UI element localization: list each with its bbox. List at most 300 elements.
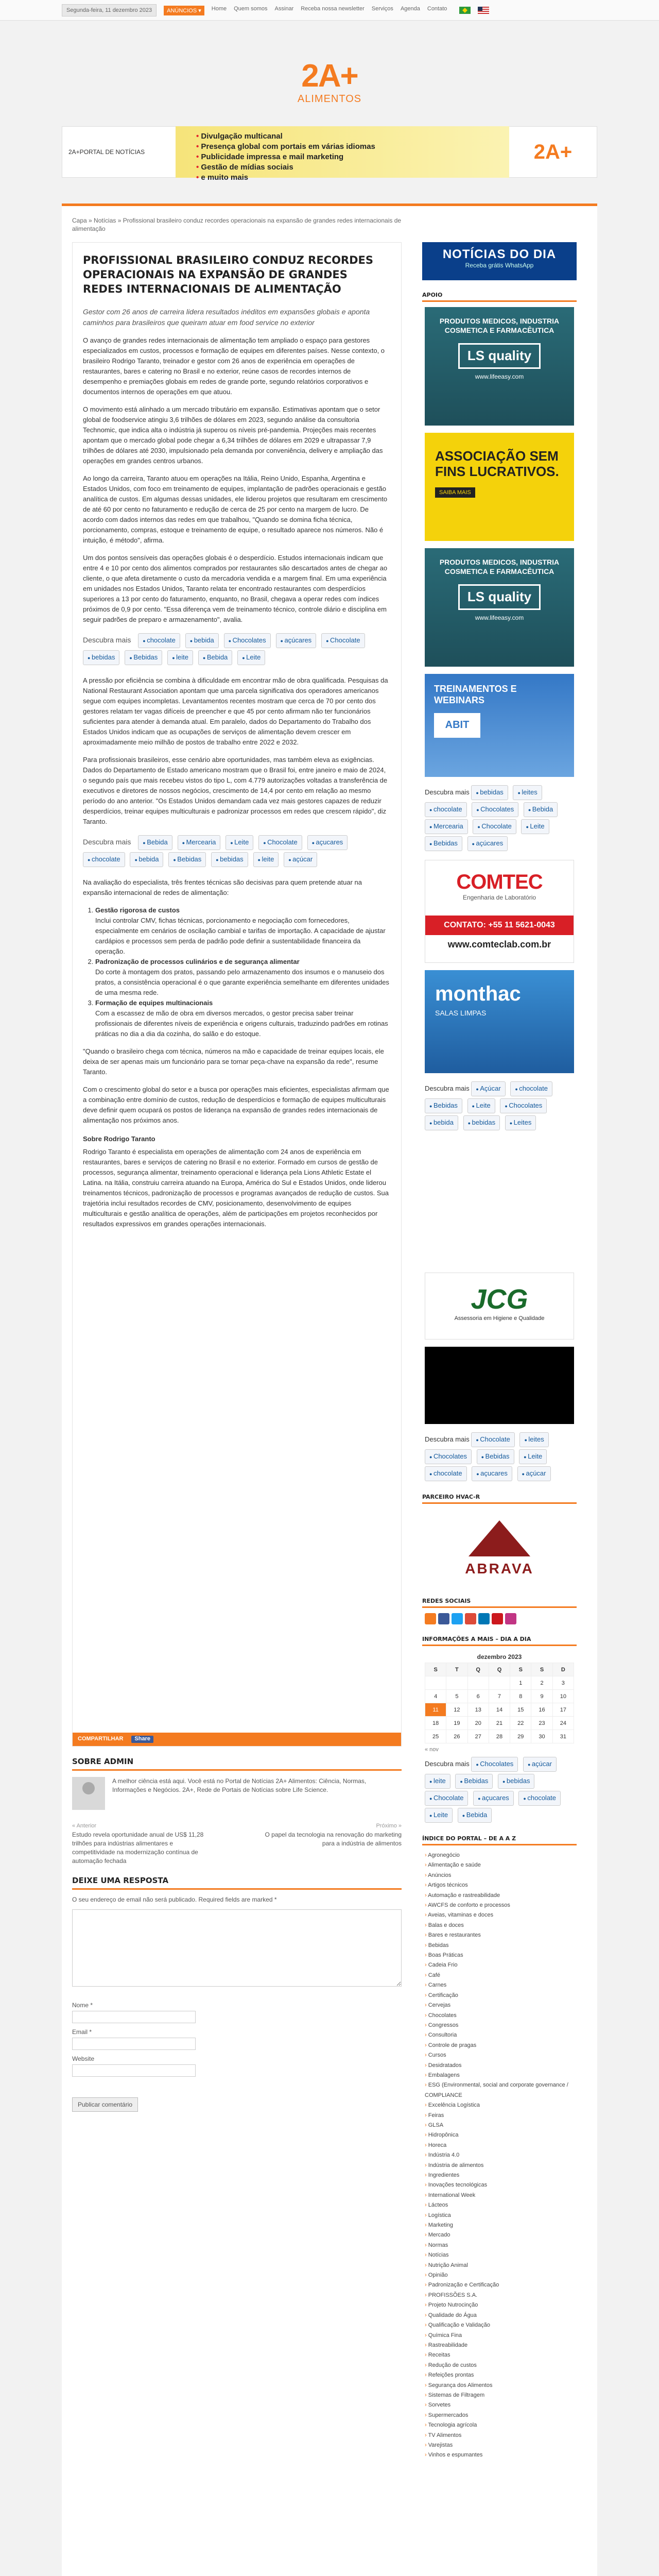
index-item[interactable]: › Controle de pragas bbox=[425, 2041, 577, 2050]
index-title: ÍNDICE DO PORTAL – DE A A Z bbox=[422, 1835, 577, 1845]
calendar-day[interactable]: 12 bbox=[446, 1703, 467, 1717]
calendar-day[interactable]: 6 bbox=[467, 1690, 489, 1703]
index-item[interactable]: › TV Alimentos bbox=[425, 2431, 577, 2441]
tag-link[interactable]: ● Leite bbox=[521, 819, 549, 834]
sidebar-discover-more bbox=[422, 784, 577, 852]
tag-link[interactable]: ● leite bbox=[253, 852, 279, 867]
tag-link[interactable]: ● Bebida bbox=[138, 835, 172, 850]
calendar-day bbox=[446, 1676, 467, 1690]
post-navigation bbox=[72, 1821, 402, 1866]
top-nav bbox=[164, 6, 447, 15]
comment-form bbox=[72, 1896, 402, 2112]
calendar-caption: dezembro 2023 bbox=[477, 1653, 522, 1660]
index-item[interactable]: › Notícias bbox=[425, 2250, 577, 2260]
ad-sub: Assessoria em Higiene e Qualidade bbox=[454, 1315, 545, 1321]
ad-logo: ABIT bbox=[434, 713, 480, 738]
calendar-weekday: S bbox=[425, 1663, 446, 1676]
sidebar-discover-more bbox=[422, 1756, 577, 1824]
tag-link[interactable]: ● Bebida bbox=[458, 1808, 492, 1823]
calendar-day[interactable]: 9 bbox=[531, 1690, 552, 1703]
banner-item: • Gestão de mídias sociais bbox=[196, 162, 509, 173]
site-logo[interactable] bbox=[281, 59, 378, 116]
ad-logo: LS quality bbox=[458, 584, 541, 610]
calendar-day[interactable]: 27 bbox=[467, 1730, 489, 1743]
abrava-ad[interactable] bbox=[425, 1509, 574, 1586]
avatar bbox=[72, 1777, 105, 1810]
tag-link[interactable]: ● bebida bbox=[130, 852, 163, 867]
nav-item-anuncios[interactable]: ANÚNCIOS ▾ bbox=[164, 6, 204, 15]
index-item[interactable]: › Chocolates bbox=[425, 2011, 577, 2021]
index-item[interactable]: › Agronegócio bbox=[425, 1851, 577, 1860]
calendar-weekday: T bbox=[446, 1663, 467, 1676]
tag-link[interactable]: ● bebida bbox=[185, 633, 219, 648]
instagram-icon[interactable] bbox=[505, 1613, 516, 1624]
calendar-day[interactable]: 19 bbox=[446, 1717, 467, 1730]
nav-item-contato[interactable]: Contato bbox=[427, 5, 447, 12]
tag-link[interactable]: ● leites bbox=[519, 1432, 548, 1447]
email-label: Email * bbox=[72, 2028, 92, 2036]
tag-link[interactable]: ● Bebida bbox=[524, 802, 558, 817]
list-item bbox=[95, 957, 391, 998]
facebook-share-button[interactable]: Share bbox=[131, 1736, 153, 1743]
calendar-day[interactable]: 30 bbox=[531, 1730, 552, 1743]
calendar-day[interactable]: 28 bbox=[489, 1730, 510, 1743]
index-item[interactable]: › Cursos bbox=[425, 2050, 577, 2060]
prev-title: Estudo revela oportunidade anual de US$ 11,28 trilhões para indústrias alimentares e competitividade na modernização contínua de automação fechada bbox=[72, 1831, 204, 1865]
article-paragraph: Para profissionais brasileiros, esse cenário abre oportunidades, mas também eleva as exigências. Dados do Departamento de Estado americano mostram que o Brasil foi, entre janeiro e maio de 2024, o segundo país que mais recebeu vistos do tipo L, com 4.779 autorizações voltadas a transferência de executivos e diretores de nossos negócios, crescimento de 14,4 por cento em relação ao mesmo período do ano anterior. "Os Estados Unidos demandam cada vez mais gestores capazes de reduzir desperdícios, treinar equipes multiculturais e padronizar processos em redes que crescem rápido", diz Taranto. bbox=[83, 756, 388, 825]
tag-link[interactable]: ● açucares bbox=[473, 1791, 514, 1806]
tag-link[interactable]: ● leite bbox=[167, 650, 193, 665]
next-label: Próximo » bbox=[376, 1823, 402, 1829]
tag-link[interactable]: ● chocolate bbox=[425, 1466, 467, 1481]
index-item[interactable]: › Carnes bbox=[425, 1980, 577, 1990]
index-item[interactable]: › Aveias, vitaminas e doces bbox=[425, 1910, 577, 1920]
comment-note: O seu endereço de email não será publicado. Required fields are marked * bbox=[72, 1896, 277, 1903]
tag-link[interactable]: ● Leites bbox=[505, 1115, 536, 1130]
tag-link[interactable]: ● Mercearia bbox=[178, 835, 221, 850]
discover-more-box bbox=[83, 834, 391, 868]
tag-link[interactable]: ● Chocolate bbox=[473, 819, 516, 834]
index-item[interactable]: › Indústria 4.0 bbox=[425, 2150, 577, 2160]
ad-text: ASSOCIAÇÃO SEM FINS LUCRATIVOS. bbox=[435, 448, 559, 479]
index-item[interactable]: › Hidropônica bbox=[425, 2130, 577, 2140]
calendar-day[interactable]: 10 bbox=[552, 1690, 574, 1703]
ad-text: PRODUTOS MEDICOS, INDUSTRIA COSMETICA E FARMACÊUTICA bbox=[439, 558, 560, 575]
banner-item: • Presença global com portais em várias idiomas bbox=[196, 142, 509, 152]
tag-link[interactable]: ● chocolate bbox=[138, 633, 180, 648]
tag-link[interactable]: ● açucares bbox=[307, 835, 348, 850]
calendar-weekday: S bbox=[531, 1663, 552, 1676]
tag-link[interactable]: ● bebidas bbox=[463, 1115, 500, 1130]
calendar-day[interactable]: 11 bbox=[425, 1703, 446, 1717]
tag-link[interactable]: ● Açúcar bbox=[471, 1081, 505, 1096]
index-item[interactable]: › Rastreabilidade bbox=[425, 2341, 577, 2350]
tag-link[interactable]: ● Chocolates bbox=[472, 802, 518, 817]
index-item[interactable]: › Sorvetes bbox=[425, 2400, 577, 2410]
banner-left-text: 2A+PORTAL DE NOTÍCIAS bbox=[68, 148, 145, 156]
calendar-day[interactable]: 29 bbox=[510, 1730, 531, 1743]
name-label: Nome * bbox=[72, 2002, 93, 2009]
ad-url: www.lifeeasy.com bbox=[475, 614, 524, 621]
index-item[interactable]: › Cadeia Frio bbox=[425, 1960, 577, 1970]
index-item[interactable]: › Congressos bbox=[425, 2021, 577, 2030]
comment-title: DEIXE UMA RESPOSTA bbox=[72, 1876, 402, 1890]
ad-text: PRODUTOS MEDICOS, INDUSTRIA COSMETICA E FARMACÊUTICA bbox=[439, 317, 560, 334]
ad-cta: SAIBA MAIS bbox=[435, 487, 475, 498]
article-paragraph: Na avaliação do especialista, três frentes técnicas são decisivas para quem pretende atuar na expansão internacional de redes de alimentação: bbox=[83, 878, 362, 896]
article-title: PROFISSIONAL BRASILEIRO CONDUZ RECORDES OPERACIONAIS NA EXPANSÃO DE GRANDES REDES INTERNACIONAIS DE ALIMENTAÇÃO bbox=[83, 254, 374, 295]
banner-list bbox=[176, 126, 509, 182]
index-item[interactable]: › Vinhos e espumantes bbox=[425, 2450, 577, 2460]
tag-link[interactable]: ● açúcar bbox=[517, 1466, 551, 1481]
banner-item: • Publicidade impressa e mail marketing bbox=[196, 152, 509, 162]
calendar-day[interactable]: 1 bbox=[510, 1676, 531, 1690]
tag-link[interactable]: ● Chocolates bbox=[471, 1757, 518, 1772]
index-item[interactable]: › Opinião bbox=[425, 2270, 577, 2280]
website-input[interactable] bbox=[72, 2064, 196, 2077]
tag-link[interactable]: ● chocolate bbox=[83, 852, 125, 867]
current-date: Segunda-feira, 11 dezembro 2023 bbox=[62, 4, 157, 16]
tag-link[interactable]: ● Leite bbox=[467, 1098, 495, 1113]
calendar-day[interactable]: 26 bbox=[446, 1730, 467, 1743]
apoio-title: APOIO bbox=[422, 292, 577, 302]
article bbox=[72, 242, 402, 1747]
article-lead: Gestor com 26 anos de carreira lidera resultados inéditos em expansões globais e aponta caminhos para brasileiros que queiram atuar em food service no exterior bbox=[83, 308, 370, 327]
tag-link[interactable]: ● Leite bbox=[425, 1808, 453, 1823]
article-paragraph: O movimento está alinhado a um mercado tributário em expansão. Estimativas apontam que o setor global de foodservice atingiu 3,6 trilhões de dólares em 2023, segundo análise da consultoria Technomic, que indica alta o indústria já superou os níveis pré-pandemia. Projeções mais recentes apontam que o mercado global pode chegar a 6,34 trilhões de dólares em 2029 e ultrapassar 7,9 trilhões de dólares até 2030, impulsionado pela demanda por conveniência, delivery e ampliação das operações em grandes centros urbanos. bbox=[83, 405, 383, 465]
tag-link[interactable]: ● chocolate bbox=[425, 802, 467, 817]
list-item-title: 3. Formação de equipes multinacionais bbox=[95, 999, 213, 1007]
index-item[interactable]: › Bebidas bbox=[425, 1941, 577, 1951]
nav-item-quem-somos[interactable]: Quem somos bbox=[234, 5, 268, 12]
tag-link[interactable]: ● Chocolate bbox=[471, 1432, 514, 1447]
index-item[interactable]: › Certificação bbox=[425, 1991, 577, 2001]
monthac-ad[interactable] bbox=[425, 970, 574, 1073]
index-item[interactable]: › AWCFS de conforto e processos bbox=[425, 1901, 577, 1910]
calendar-day[interactable]: 8 bbox=[510, 1690, 531, 1703]
discover-more-label: Descubra mais bbox=[425, 1435, 470, 1443]
tag-link[interactable]: ● Chocolates bbox=[224, 633, 271, 648]
comment-textarea[interactable] bbox=[72, 1909, 402, 1987]
index-item[interactable]: › Normas bbox=[425, 2241, 577, 2250]
about-heading: Sobre Rodrigo Taranto bbox=[83, 1135, 155, 1143]
facebook-icon[interactable] bbox=[438, 1613, 449, 1624]
website-label: Website bbox=[72, 2055, 95, 2062]
article-paragraph: A pressão por eficiência se combina à dificuldade em encontrar mão de obra qualificada. Pesquisas da National Restaurant Association apontam que uma parcela significativa dos operadores americanos segue com equipes incompletas. Levantamentos recentes mostram que cerca de 70 por cento dos gestores relatam ter vagas difíceis de preencher e que 45 por cento afirmam não ter funcionários suficientes para atender à demanda atual. Em paralelo, dados do Departamento do Trabalho dos Estados Unidos indicam que as ocupações de serviços de alimentação devem crescer em aproximadamente meio milhão de postos de trabalho entre 2022 e 2032. bbox=[83, 676, 388, 746]
tag-link[interactable]: ● Mercearia bbox=[425, 819, 468, 834]
list-item-title: 2. Padronização de processos culinários e de segurança alimentar bbox=[95, 958, 300, 965]
index-item[interactable]: › Qualidade do Água bbox=[425, 2311, 577, 2320]
tag-link[interactable]: ● Leite bbox=[237, 650, 265, 665]
index-item[interactable]: › Automação e rastreabilidade bbox=[425, 1891, 577, 1901]
calendar-day[interactable]: 16 bbox=[531, 1703, 552, 1717]
breadcrumb[interactable]: Capa » Notícias » Profissional brasileiro conduz recordes operacionais na expansão de grandes redes internacionais de alimentação bbox=[72, 217, 402, 232]
nav-item-servicos[interactable]: Serviços bbox=[371, 5, 393, 12]
index-list bbox=[422, 1851, 577, 2461]
index-item[interactable]: › Receitas bbox=[425, 2350, 577, 2360]
sidebar-discover-more bbox=[422, 1080, 577, 1131]
social-icons bbox=[422, 1613, 577, 1624]
google-plus-icon[interactable] bbox=[465, 1613, 476, 1624]
jcg-ad[interactable] bbox=[425, 1273, 574, 1340]
tag-link[interactable]: ● Bebidas bbox=[125, 650, 162, 665]
index-item[interactable]: › PROFISSÕES S.A. bbox=[425, 2291, 577, 2300]
ad-text: TREINAMENTOS E WEBINARS bbox=[434, 684, 517, 705]
tag-link[interactable]: ● leite bbox=[425, 1774, 450, 1789]
header bbox=[0, 21, 659, 124]
index-item[interactable]: › Horeca bbox=[425, 2141, 577, 2150]
index-item[interactable]: › ESG (Environmental, social and corporate governance / COMPLIANCE bbox=[425, 2080, 577, 2100]
ad-logo: LS quality bbox=[458, 343, 541, 369]
tag-link[interactable]: ● bebidas bbox=[471, 785, 508, 800]
article-paragraph: "Quando o brasileiro chega com técnica, números na mão e capacidade de treinar equipes locais, ele deixa de ser apenas mais um funcionário para se tornar peça-chave na expansão da rede", resume Taranto. bbox=[83, 1047, 384, 1076]
index-item[interactable]: › Sistemas de Filtragem bbox=[425, 2391, 577, 2400]
calendar-day[interactable]: 15 bbox=[510, 1703, 531, 1717]
article-paragraph: O avanço de grandes redes internacionais de alimentação tem ampliado o espaço para gestores especializados em custos, processos e formação de equipes em diferentes países. Nesse contexto, o brasileiro Rodrigo Taranto, treinador e gestor com 26 anos de experiência em operações de restaurantes, bares e catering no Brasil e no exterior, reúne casos de recordes internos de desempenho e premiações globais em redes de grande porte, segundo relatórios corporativos e documentos internos de operações em que atuou. bbox=[83, 336, 385, 396]
banner-logo: 2A+ bbox=[533, 140, 573, 163]
article-paragraph: Com o crescimento global do setor e a busca por operações mais eficientes, especialistas afirmam que a combinação entre domínio de custos, redução de desperdícios e formação de equipes multiculturais deve definir quem ocupará os postos de liderança na expansão de grandes redes internacionais de alimentação nos próximos anos. bbox=[83, 1086, 389, 1124]
index-item[interactable]: › Ingredientes bbox=[425, 2171, 577, 2180]
calendar-day[interactable]: 13 bbox=[467, 1703, 489, 1717]
index-item[interactable]: › Embalagens bbox=[425, 2071, 577, 2080]
tag-link[interactable]: ● bebidas bbox=[211, 852, 248, 867]
calendar-day[interactable]: 17 bbox=[552, 1703, 574, 1717]
list-item-title: 1. Gestão rigorosa de custos bbox=[95, 906, 180, 914]
index-item[interactable]: › Cervejas bbox=[425, 2001, 577, 2010]
brazil-flag-icon[interactable] bbox=[459, 7, 471, 14]
index-item[interactable]: › Alimentação e saúde bbox=[425, 1860, 577, 1870]
treinamentos-ad[interactable] bbox=[425, 674, 574, 777]
index-item[interactable]: › Projeto Nutrocinção bbox=[425, 2300, 577, 2310]
tag-link[interactable]: ● bebidas bbox=[498, 1774, 534, 1789]
ad-sub: SALAS LIMPAS bbox=[435, 1009, 487, 1017]
tag-link[interactable]: ● chocolate bbox=[510, 1081, 552, 1096]
index-item[interactable]: › Qualificação e Validação bbox=[425, 2320, 577, 2330]
news-of-day-title: NOTÍCIAS DO DIA bbox=[442, 247, 557, 261]
calendar-weekday: Q bbox=[489, 1663, 510, 1676]
calendar-weekday: S bbox=[510, 1663, 531, 1676]
tag-link[interactable]: ● Bebidas bbox=[455, 1774, 493, 1789]
ad-logo: JCG bbox=[471, 1284, 528, 1315]
prev-post-link[interactable] bbox=[72, 1821, 216, 1866]
tag-link[interactable]: ● Leite bbox=[226, 835, 253, 850]
tag-link[interactable]: ● Leite bbox=[519, 1449, 547, 1464]
index-item[interactable]: › Café bbox=[425, 1971, 577, 1980]
nav-item-home[interactable]: Home bbox=[211, 5, 227, 12]
prev-label: « Anterior bbox=[72, 1823, 97, 1829]
ad-sub: Engenharia de Laboratório bbox=[462, 894, 536, 901]
list-item bbox=[95, 998, 391, 1039]
index-item[interactable]: › Refeições prontas bbox=[425, 2370, 577, 2380]
top-bar bbox=[0, 0, 659, 21]
index-item[interactable]: › Balas e doces bbox=[425, 1921, 577, 1930]
author-title: SOBRE ADMIN bbox=[72, 1757, 402, 1771]
list-item-desc: Do corte à montagem dos pratos, passando pelo armazenamento dos insumos e o manuseio dos pratos, a consistência operacional é o que garante experiência semelhante em diferentes unidades de uma mesma rede. bbox=[95, 968, 389, 996]
index-item[interactable]: › Redução de custos bbox=[425, 2361, 577, 2370]
tag-link[interactable]: ● açucares bbox=[472, 1466, 512, 1481]
redes-title: REDES SOCIAIS bbox=[422, 1598, 577, 1608]
tag-link[interactable]: ● Chocolate bbox=[425, 1791, 468, 1806]
index-item[interactable]: › International Week bbox=[425, 2191, 577, 2200]
ls-quality-ad[interactable] bbox=[425, 307, 574, 426]
discover-more-label: Descubra mais bbox=[425, 1760, 470, 1768]
index-item[interactable]: › Excelência Logística bbox=[425, 2100, 577, 2110]
associacao-ad[interactable] bbox=[425, 433, 574, 541]
abrava-logo-icon bbox=[469, 1520, 530, 1556]
calendar bbox=[425, 1651, 574, 1743]
dark-ad-slot[interactable] bbox=[425, 1347, 574, 1424]
tag-link[interactable]: ● açúcar bbox=[284, 852, 317, 867]
calendar-day[interactable]: 23 bbox=[531, 1717, 552, 1730]
logo-tagline: ALIMENTOS bbox=[297, 93, 362, 105]
ad-url: www.comteclab.com.br bbox=[447, 939, 551, 950]
calendar-day bbox=[489, 1676, 510, 1690]
tag-link[interactable]: ● Bebida bbox=[198, 650, 232, 665]
calendar-day bbox=[467, 1676, 489, 1690]
index-item[interactable]: › Segurança dos Alimentos bbox=[425, 2381, 577, 2391]
ad-phone: CONTATO: +55 11 5621-0043 bbox=[425, 916, 574, 935]
tag-link[interactable]: ● açúcares bbox=[467, 836, 508, 851]
logo-mark: 2A+ bbox=[301, 58, 358, 94]
calendar-day[interactable]: 18 bbox=[425, 1717, 446, 1730]
index-item[interactable]: › Logística bbox=[425, 2211, 577, 2221]
next-post-link[interactable] bbox=[257, 1821, 402, 1866]
share-bar bbox=[73, 1733, 401, 1746]
index-item[interactable]: › Bares e restaurantes bbox=[425, 1930, 577, 1940]
discover-more-label: Descubra mais bbox=[425, 788, 470, 796]
index-item[interactable]: › Desidratados bbox=[425, 2061, 577, 2071]
calendar-day[interactable]: 21 bbox=[489, 1717, 510, 1730]
index-item[interactable]: › Marketing bbox=[425, 2221, 577, 2230]
tag-link[interactable]: ● Bebidas bbox=[425, 1098, 462, 1113]
rss-icon[interactable] bbox=[425, 1613, 436, 1624]
index-item[interactable]: › Mercado bbox=[425, 2230, 577, 2240]
index-item[interactable]: › Boas Práticas bbox=[425, 1951, 577, 1960]
calendar-day[interactable]: 25 bbox=[425, 1730, 446, 1743]
nav-item-agenda[interactable]: Agenda bbox=[400, 5, 420, 12]
article-paragraph: Rodrigo Taranto é especialista em operações de alimentação com 24 anos de experiência em restaurantes, bares e serviços de catering no Brasil e no exterior. Formado em cursos de gestão de processos, segurança alimentar, treinamento operacional e liderança pela Lions Athletic Estate el Latina. na Itália, construiu carreira atuando na Europa, América do Sul e Estados Unidos, onde liderou treinamentos técnicos, padronização de processos e programas avançados de redução de custos. Sua trajetória inclui resultados recordes de CMV, posicionamento, desenvolvimento de equipes multiculturais e gestão analítica de operações, além de participações em projetos reconhecidos por resultados expressivos em grandes operações internacionais. bbox=[83, 1148, 389, 1228]
tag-link[interactable]: ● leites bbox=[513, 785, 542, 800]
index-item[interactable]: › Indústria de alimentos bbox=[425, 2161, 577, 2171]
discover-more-label: Descubra mais bbox=[425, 1084, 470, 1092]
ad-logo: COMTEC bbox=[456, 871, 543, 893]
usa-flag-icon[interactable] bbox=[478, 7, 489, 14]
calendar-day[interactable]: 7 bbox=[489, 1690, 510, 1703]
list-item-desc: Inclui controlar CMV, fichas técnicas, porcionamento e negociação com fornecedores, especialmente em cenários de oscilação cambial e tarifas de importação. A capacidade de ajustar cardápios e processos sem perda de padrão pode definir a sustentabilidade financeira da operação. bbox=[95, 917, 386, 955]
linkedin-icon[interactable] bbox=[478, 1613, 490, 1624]
nav-item-assinar[interactable]: Assinar bbox=[274, 5, 294, 12]
banner-item: • Divulgação multicanal bbox=[196, 131, 509, 142]
comtec-ad[interactable] bbox=[425, 860, 574, 963]
list-item-desc: Com a escassez de mão de obra em diversos mercados, o gestor precisa saber treinar profissionais de diferentes níveis de experiência e origens culturais, traduzindo padrões em rotinas práticas no dia a dia da cozinha, do salão e do estoque. bbox=[95, 1009, 388, 1038]
info-title: INFORMAÇÕES A MAIS – DIA A DIA bbox=[422, 1636, 577, 1646]
index-item[interactable]: › Consultoria bbox=[425, 2030, 577, 2040]
tag-link[interactable]: ● bebida bbox=[425, 1115, 458, 1130]
calendar-weekday: D bbox=[552, 1663, 574, 1676]
main-column bbox=[72, 242, 402, 2112]
ad-logo: monthac bbox=[435, 982, 521, 1005]
tag-link[interactable]: ● Chocolate bbox=[321, 633, 365, 648]
article-paragraph: Um dos pontos sensíveis das operações globais é o desperdício. Estudos internacionais indicam que entre 4 e 10 por cento dos alimentos comprados por restaurantes são descartados antes de chegar ao cliente, o que afeta diretamente o custo da mercadoria vendida e a margem final. Em uma experiência em unidades nos Estados Unidos, Taranto relata ter encontrado restaurantes com desperdícios superiores a 13 por cento do faturamento, enquanto, no Brasil, chegava a operar redes com índices próximos de 0,9 por cento. "Essa diferença vem de treinamento técnico, controle diário e disciplina em seguir padrões de preparo e armazenamento", avalia. bbox=[83, 554, 388, 623]
calendar-day[interactable]: 2 bbox=[531, 1676, 552, 1690]
calendar-day[interactable]: 31 bbox=[552, 1730, 574, 1743]
calendar-day[interactable]: 5 bbox=[446, 1690, 467, 1703]
tag-link[interactable]: ● Chocolate bbox=[258, 835, 302, 850]
next-title: O papel da tecnologia na renovação do marketing para a indústria de alimentos bbox=[265, 1831, 402, 1847]
index-item[interactable]: › Varejistas bbox=[425, 2441, 577, 2450]
tag-link[interactable]: ● Bebidas bbox=[168, 852, 206, 867]
sidebar bbox=[422, 242, 577, 2461]
discover-more-box bbox=[83, 632, 391, 666]
discover-more-label: Descubra mais bbox=[83, 838, 131, 846]
share-label: COMPARTILHAR bbox=[78, 1736, 124, 1742]
ad-url: www.lifeeasy.com bbox=[475, 373, 524, 380]
index-item[interactable]: › Anúncios bbox=[425, 1871, 577, 1880]
article-paragraph: Ao longo da carreira, Taranto atuou em operações na Itália, Reino Unido, Espanha, Argentina e Estados Unidos, com foco em treinamento de equipes, implantação de padrões operacionais e gestão analítica de custos. Em algumas dessas unidades, ele liderou projetos que resultaram em crescimento de até 60 por cento no faturamento e redução de cerca de 25 por cento na margem de lucro. De acordo com dados internos das redes em que trabalhou, "Quando se domina ficha técnica, porcionamento, compras, estoque e treinamento de equipe, o resultado aparece nos números. Não é intuição, é método", afirma. bbox=[83, 474, 388, 544]
index-item[interactable]: › Inovações tecnológicas bbox=[425, 2180, 577, 2190]
submit-comment-button[interactable]: Publicar comentário bbox=[72, 2097, 138, 2112]
news-of-day-banner[interactable] bbox=[422, 242, 577, 280]
discover-more-label: Descubra mais bbox=[83, 636, 131, 644]
ls-quality-ad[interactable] bbox=[425, 548, 574, 667]
list-item bbox=[95, 905, 391, 957]
index-item[interactable]: › Supermercados bbox=[425, 2411, 577, 2420]
nav-item-newsletter[interactable]: Receba nossa newsletter bbox=[301, 5, 365, 12]
calendar-day[interactable]: 22 bbox=[510, 1717, 531, 1730]
calendar-prev-link[interactable]: « nov bbox=[425, 1747, 439, 1753]
index-item[interactable]: › Artigos técnicos bbox=[425, 1880, 577, 1890]
calendar-day[interactable]: 24 bbox=[552, 1717, 574, 1730]
news-of-day-sub: Receba grátis WhatsApp bbox=[465, 262, 534, 269]
header-ad-banner[interactable] bbox=[62, 126, 597, 182]
author-bio: A melhor ciência está aqui. Você está no Portal de Notícias 2A+ Alimentos: Ciência, Normas, Informações e Negócios. 2A+, Rede de Portais de Notícias sobre Life Science. bbox=[112, 1777, 367, 1793]
article-list bbox=[95, 905, 391, 1039]
index-item[interactable]: › Feiras bbox=[425, 2111, 577, 2121]
tag-link[interactable]: ● Chocolates bbox=[425, 1449, 472, 1464]
index-item[interactable]: › GLSA bbox=[425, 2121, 577, 2130]
tag-link[interactable]: ● Bebidas bbox=[477, 1449, 514, 1464]
calendar-weekday: Q bbox=[467, 1663, 489, 1676]
ad-logo: ABRAVA bbox=[465, 1561, 534, 1577]
index-item[interactable]: › Nutrição Animal bbox=[425, 2261, 577, 2270]
author-box bbox=[72, 1777, 402, 1810]
sidebar-discover-more bbox=[422, 1431, 577, 1482]
banner-item: • e muito mais bbox=[196, 173, 509, 183]
blank-ad-slot bbox=[425, 1131, 574, 1265]
calendar-day[interactable]: 14 bbox=[489, 1703, 510, 1717]
calendar-day[interactable]: 3 bbox=[552, 1676, 574, 1690]
content-wrapper bbox=[62, 204, 597, 2576]
email-input[interactable] bbox=[72, 2038, 196, 2050]
index-item[interactable]: › Química Fina bbox=[425, 2331, 577, 2341]
tag-link[interactable]: ● Bebidas bbox=[425, 836, 462, 851]
tag-link[interactable]: ● chocolate bbox=[518, 1791, 561, 1806]
tag-link[interactable]: ● açúcares bbox=[276, 633, 317, 648]
index-item[interactable]: › Lácteos bbox=[425, 2200, 577, 2210]
youtube-icon[interactable] bbox=[492, 1613, 503, 1624]
index-item[interactable]: › Padronização e Certificação bbox=[425, 2280, 577, 2290]
tag-link[interactable]: ● açúcar bbox=[523, 1757, 557, 1772]
calendar-day[interactable]: 4 bbox=[425, 1690, 446, 1703]
twitter-icon[interactable] bbox=[452, 1613, 463, 1624]
tag-link[interactable]: ● bebidas bbox=[83, 650, 119, 665]
calendar-day bbox=[425, 1676, 446, 1690]
tag-link[interactable]: ● Chocolates bbox=[500, 1098, 547, 1113]
name-input[interactable] bbox=[72, 2011, 196, 2023]
parceiro-title: PARCEIRO HVAC-R bbox=[422, 1494, 577, 1504]
calendar-day[interactable]: 20 bbox=[467, 1717, 489, 1730]
index-item[interactable]: › Tecnologia agrícola bbox=[425, 2420, 577, 2430]
